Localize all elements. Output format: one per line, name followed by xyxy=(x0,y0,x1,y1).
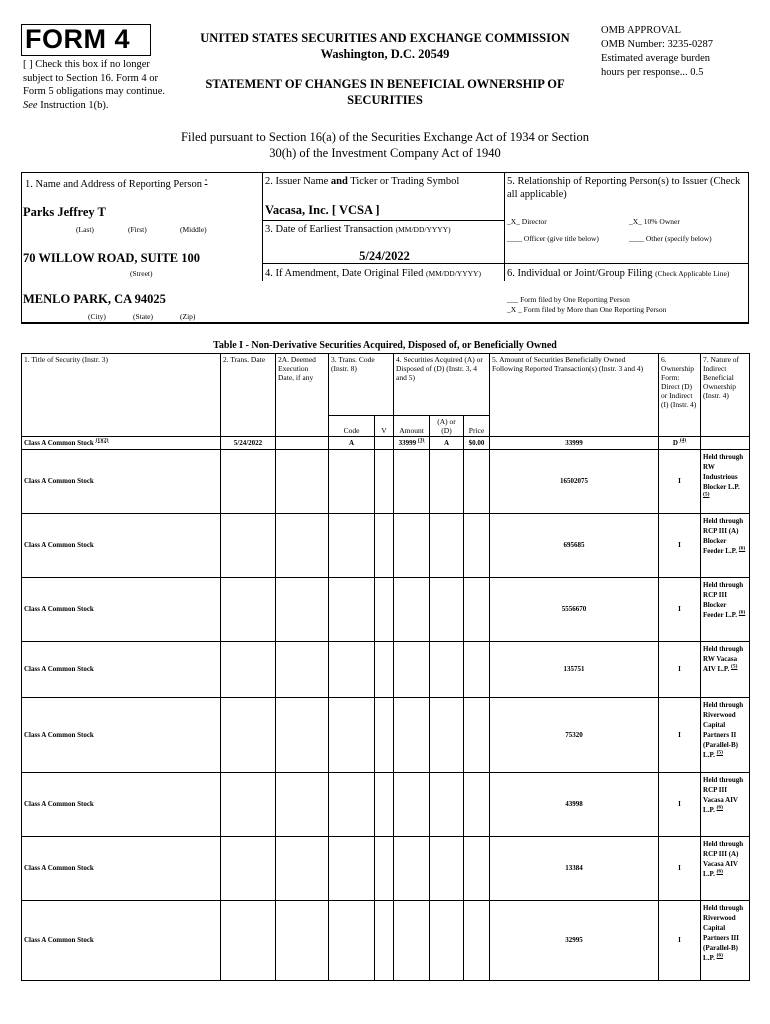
cell-value: Class A Common Stock xyxy=(24,936,94,944)
cell-a-or-d xyxy=(430,698,464,773)
other-option[interactable]: ____ Other (specify below) xyxy=(629,234,712,243)
table-row xyxy=(22,901,750,981)
cell-amount-owned xyxy=(490,450,659,514)
middle-caption: (Middle) xyxy=(180,225,207,234)
cell-ownership-form xyxy=(659,437,701,450)
cell-value: D xyxy=(672,438,678,447)
cell-a-or-d xyxy=(430,901,464,981)
cell-value: I xyxy=(678,477,681,485)
multi-person-option[interactable]: _X _ Form filed by More than One Reporting Person xyxy=(507,305,667,314)
cell-amount-owned xyxy=(490,514,659,578)
agency-name: UNITED STATES SECURITIES AND EXCHANGE COMMISSION xyxy=(200,31,570,45)
col-header-nature: 7. Nature of Indirect Beneficial Ownership (Instr. 4) xyxy=(701,354,750,437)
cell-price xyxy=(464,837,490,901)
cell-deemed-date xyxy=(276,642,329,698)
cell-amount xyxy=(394,437,430,450)
cell-v xyxy=(375,773,394,837)
cell-title xyxy=(22,837,221,901)
subheader-a-or-d: (A) or (D) xyxy=(430,416,464,437)
cell-value: 33999 xyxy=(398,438,417,447)
cell-price xyxy=(464,437,490,450)
cell-nature xyxy=(701,437,750,450)
earliest-transaction-date: 5/24/2022 xyxy=(359,249,410,263)
cell-price xyxy=(464,450,490,514)
cell-price xyxy=(464,514,490,578)
box5-label: 5. Relationship of Reporting Person(s) to Issuer (Check all applicable) xyxy=(507,176,741,200)
box6-label: 6. Individual or Joint/Group Filing (Check Applicable Line) xyxy=(507,268,730,279)
box3-label: 3. Date of Earliest Transaction (MM/DD/YYYY) xyxy=(265,224,451,235)
cell-value: Class A Common Stock xyxy=(24,541,94,549)
cell-amount-owned xyxy=(490,901,659,981)
cell-v xyxy=(375,698,394,773)
cell-v xyxy=(375,901,394,981)
one-person-option[interactable]: ___ Form filed by One Reporting Person xyxy=(507,295,630,304)
cell-value: 135751 xyxy=(563,665,585,673)
cell-amount-owned xyxy=(490,642,659,698)
reporting-person-name: Parks Jeffrey T xyxy=(23,205,106,219)
cell-ownership-form xyxy=(659,773,701,837)
cell-amount xyxy=(394,578,430,642)
footnote-marker[interactable]: (3) xyxy=(417,437,425,444)
cell-value: I xyxy=(678,800,681,808)
cell-a-or-d xyxy=(430,773,464,837)
cell-deemed-date xyxy=(276,773,329,837)
cell-nature xyxy=(701,837,750,901)
last-caption: (Last) xyxy=(76,225,94,234)
cell-value: I xyxy=(678,864,681,872)
cell-amount-owned xyxy=(490,773,659,837)
cell-v xyxy=(375,514,394,578)
cell-value: 5/24/2022 xyxy=(233,438,263,447)
cell-ownership-form xyxy=(659,698,701,773)
cell-code xyxy=(329,698,375,773)
cell-value: $0.00 xyxy=(468,438,485,447)
cell-code xyxy=(329,901,375,981)
cell-nature xyxy=(701,773,750,837)
cell-amount-owned xyxy=(490,698,659,773)
table-row xyxy=(22,773,750,837)
table-row xyxy=(22,642,750,698)
agency-heading xyxy=(180,30,590,62)
cell-trans-date xyxy=(221,437,276,450)
cell-amount xyxy=(394,837,430,901)
col-header-amount-owned: 5. Amount of Securities Beneficially Owned Following Reported Transaction(s) (Instr. 3 and 4) xyxy=(490,354,659,437)
filed-pursuant-note: Filed pursuant to Section 16(a) of the Securities Exchange Act of 1934 or Section 30(h) of the Investment Company Act of 1940 xyxy=(181,130,589,160)
cell-value: I xyxy=(678,730,681,739)
table-row xyxy=(22,698,750,773)
cell-price xyxy=(464,698,490,773)
cell-value: Class A Common Stock xyxy=(24,800,94,808)
form-title-box xyxy=(21,24,151,56)
subheader-amount: Amount xyxy=(394,416,430,437)
cell-value: 33999 xyxy=(565,438,583,447)
cell-trans-date xyxy=(221,514,276,578)
footnote-marker[interactable]: (6) xyxy=(716,868,724,875)
table1-title: Table I - Non-Derivative Securities Acquired, Disposed of, or Beneficially Owned xyxy=(213,340,557,351)
footnote-marker[interactable]: (5) xyxy=(716,749,724,756)
footnote-marker[interactable]: (6) xyxy=(738,609,746,616)
table-row xyxy=(22,450,750,514)
cell-price xyxy=(464,901,490,981)
table-row xyxy=(22,437,750,450)
cell-code xyxy=(329,437,375,450)
form-title: FORM 4 xyxy=(25,24,131,54)
cell-value: Class A Common Stock xyxy=(24,864,94,872)
statement-title: STATEMENT OF CHANGES IN BENEFICIAL OWNERSHIP OF SECURITIES xyxy=(205,77,565,107)
cell-trans-date xyxy=(221,578,276,642)
zip-caption: (Zip) xyxy=(180,312,196,321)
director-option[interactable]: _X_ Director xyxy=(507,217,547,226)
cell-value: I xyxy=(678,665,681,673)
cell-nature xyxy=(701,578,750,642)
cell-value: A xyxy=(443,438,450,447)
cell-amount xyxy=(394,901,430,981)
ten-percent-owner-option[interactable]: _X_ 10% Owner xyxy=(629,217,680,226)
issuer-name: Vacasa, Inc. [ VCSA ] xyxy=(265,203,380,217)
cell-value: Held through RCP III (A) Blocker Feeder L.P. xyxy=(703,517,744,555)
cell-value: I xyxy=(678,541,681,549)
cell-value: 75320 xyxy=(565,730,583,739)
cell-value: Held through RCP III Blocker Feeder L.P. xyxy=(703,581,744,619)
cell-ownership-form xyxy=(659,642,701,698)
cell-a-or-d xyxy=(430,837,464,901)
cell-a-or-d xyxy=(430,437,464,450)
cell-value: I xyxy=(678,936,681,944)
cell-nature xyxy=(701,514,750,578)
cell-amount xyxy=(394,514,430,578)
cell-nature xyxy=(701,698,750,773)
cell-v xyxy=(375,450,394,514)
cell-value: 695685 xyxy=(563,541,585,549)
footnote-marker[interactable]: (5) xyxy=(731,663,738,670)
cell-code xyxy=(329,514,375,578)
cell-amount-owned xyxy=(490,837,659,901)
cell-value: Held through Riverwood Capital Partners II (Parallel-B) L.P. xyxy=(703,701,744,759)
cell-title xyxy=(22,437,221,450)
col-header-ownership-form: 6. Ownership Form: Direct (D) or Indirect (I) (Instr. 4) xyxy=(659,354,701,437)
cell-ownership-form xyxy=(659,578,701,642)
cell-value: Class A Common Stock xyxy=(24,665,94,673)
table-row xyxy=(22,514,750,578)
state-caption: (State) xyxy=(133,312,153,321)
omb-approval xyxy=(601,24,761,80)
cell-a-or-d xyxy=(430,642,464,698)
footnote-marker[interactable]: (6) xyxy=(716,804,724,811)
cell-v xyxy=(375,437,394,450)
cell-deemed-date xyxy=(276,450,329,514)
col-header-title: 1. Title of Security (Instr. 3) xyxy=(22,354,221,437)
cell-title xyxy=(22,773,221,837)
omb-line: hours per response... 0.5 xyxy=(601,67,704,78)
street-address: 70 WILLOW ROAD, SUITE 100 xyxy=(23,251,201,265)
cell-value: Held through RCP III (A) Vacasa AIV L.P. xyxy=(703,840,744,878)
cell-value: Class A Common Stock xyxy=(24,477,94,485)
cell-trans-date xyxy=(221,901,276,981)
cell-value: Held through RCP III Vacasa AIV L.P. xyxy=(703,776,744,814)
col-header-deemed-date: 2A. Deemed Execution Date, if any xyxy=(276,354,329,437)
cell-deemed-date xyxy=(276,578,329,642)
cell-value: I xyxy=(678,605,681,613)
cell-amount-owned xyxy=(490,437,659,450)
cell-title xyxy=(22,901,221,981)
cell-deemed-date xyxy=(276,514,329,578)
cell-value: Class A Common Stock xyxy=(24,438,94,447)
cell-price xyxy=(464,578,490,642)
table-row xyxy=(22,837,750,901)
cell-amount xyxy=(394,450,430,514)
cell-value: A xyxy=(348,438,355,447)
reporting-info-frame xyxy=(21,172,749,324)
cell-price xyxy=(464,642,490,698)
cell-value: Held through Riverwood Capital Partners III (Parallel-B) L.P. xyxy=(703,904,744,962)
cell-title xyxy=(22,578,221,642)
cell-trans-date xyxy=(221,642,276,698)
cell-v xyxy=(375,837,394,901)
footnote-marker[interactable]: (5) xyxy=(703,491,710,498)
cell-amount xyxy=(394,642,430,698)
footnote-marker[interactable]: (4) xyxy=(679,437,687,444)
cell-value: 32995 xyxy=(565,936,583,944)
cell-nature xyxy=(701,901,750,981)
cell-title xyxy=(22,450,221,514)
cell-title xyxy=(22,514,221,578)
cell-deemed-date xyxy=(276,901,329,981)
cell-price xyxy=(464,773,490,837)
footnote-marker[interactable]: (6) xyxy=(716,952,724,959)
cell-value: Class A Common Stock xyxy=(24,730,94,739)
city-caption: (City) xyxy=(88,312,106,321)
cell-ownership-form xyxy=(659,450,701,514)
cell-value: Class A Common Stock xyxy=(24,605,94,613)
footnote-marker: * xyxy=(204,178,208,185)
cell-deemed-date xyxy=(276,437,329,450)
street-caption: (Street) xyxy=(130,269,153,278)
omb-line: OMB APPROVAL xyxy=(601,25,682,36)
cell-trans-date xyxy=(221,698,276,773)
cell-code xyxy=(329,578,375,642)
cell-value: 43998 xyxy=(565,800,583,808)
cell-value: 5556670 xyxy=(561,605,587,613)
footnote-marker[interactable]: (6) xyxy=(738,545,746,552)
table-row xyxy=(22,578,750,642)
cell-v xyxy=(375,578,394,642)
col-header-securities: 4. Securities Acquired (A) or Disposed of (D) (Instr. 3, 4 and 5) xyxy=(394,354,490,416)
cell-ownership-form xyxy=(659,901,701,981)
cell-code xyxy=(329,642,375,698)
cell-code xyxy=(329,773,375,837)
subheader-code: Code xyxy=(329,416,375,437)
col-header-trans-date: 2. Trans. Date xyxy=(221,354,276,437)
cell-code xyxy=(329,450,375,514)
cell-amount-owned xyxy=(490,578,659,642)
cell-value: 16502075 xyxy=(560,477,589,485)
cell-ownership-form xyxy=(659,837,701,901)
cell-amount xyxy=(394,698,430,773)
omb-line: OMB Number: 3235-0287 xyxy=(601,39,713,50)
cell-value: Held through RW Industrious Blocker L.P. xyxy=(703,453,744,491)
cell-a-or-d xyxy=(430,514,464,578)
cell-nature xyxy=(701,450,750,514)
cell-title xyxy=(22,642,221,698)
cell-v xyxy=(375,642,394,698)
col-header-trans-code: 3. Trans. Code (Instr. 8) xyxy=(329,354,394,416)
box2-label: 2. Issuer Name and Ticker or Trading Symbol xyxy=(265,176,460,187)
no-longer-subject-note: [ ] Check this box if no longer subject to Section 16. Form 4 or Form 5 obligations may continue. See Instruction 1(b). xyxy=(23,59,166,111)
cell-deemed-date xyxy=(276,698,329,773)
cell-trans-date xyxy=(221,837,276,901)
subheader-v: V xyxy=(375,416,394,437)
box1-label: 1. Name and Address of Reporting Person * xyxy=(25,178,208,190)
cell-trans-date xyxy=(221,450,276,514)
subheader-price: Price xyxy=(464,416,490,437)
cell-title xyxy=(22,698,221,773)
footnote-marker[interactable]: (1)(2) xyxy=(95,437,109,444)
cell-amount xyxy=(394,773,430,837)
cell-trans-date xyxy=(221,773,276,837)
box4-label: 4. If Amendment, Date Original Filed (MM/DD/YYYY) xyxy=(265,268,481,279)
city-state-zip: MENLO PARK, CA 94025 xyxy=(23,292,166,306)
cell-value: 13384 xyxy=(565,864,583,872)
cell-a-or-d xyxy=(430,578,464,642)
cell-nature xyxy=(701,642,750,698)
cell-code xyxy=(329,837,375,901)
first-caption: (First) xyxy=(128,225,147,234)
cell-value: Held through RW Vacasa AIV L.P. xyxy=(703,645,744,673)
agency-location: Washington, D.C. 20549 xyxy=(320,47,450,61)
cell-a-or-d xyxy=(430,450,464,514)
cell-deemed-date xyxy=(276,837,329,901)
non-derivative-table xyxy=(21,353,750,981)
officer-option[interactable]: ____ Officer (give title below) xyxy=(507,234,599,243)
omb-line: Estimated average burden xyxy=(601,53,711,64)
cell-ownership-form xyxy=(659,514,701,578)
